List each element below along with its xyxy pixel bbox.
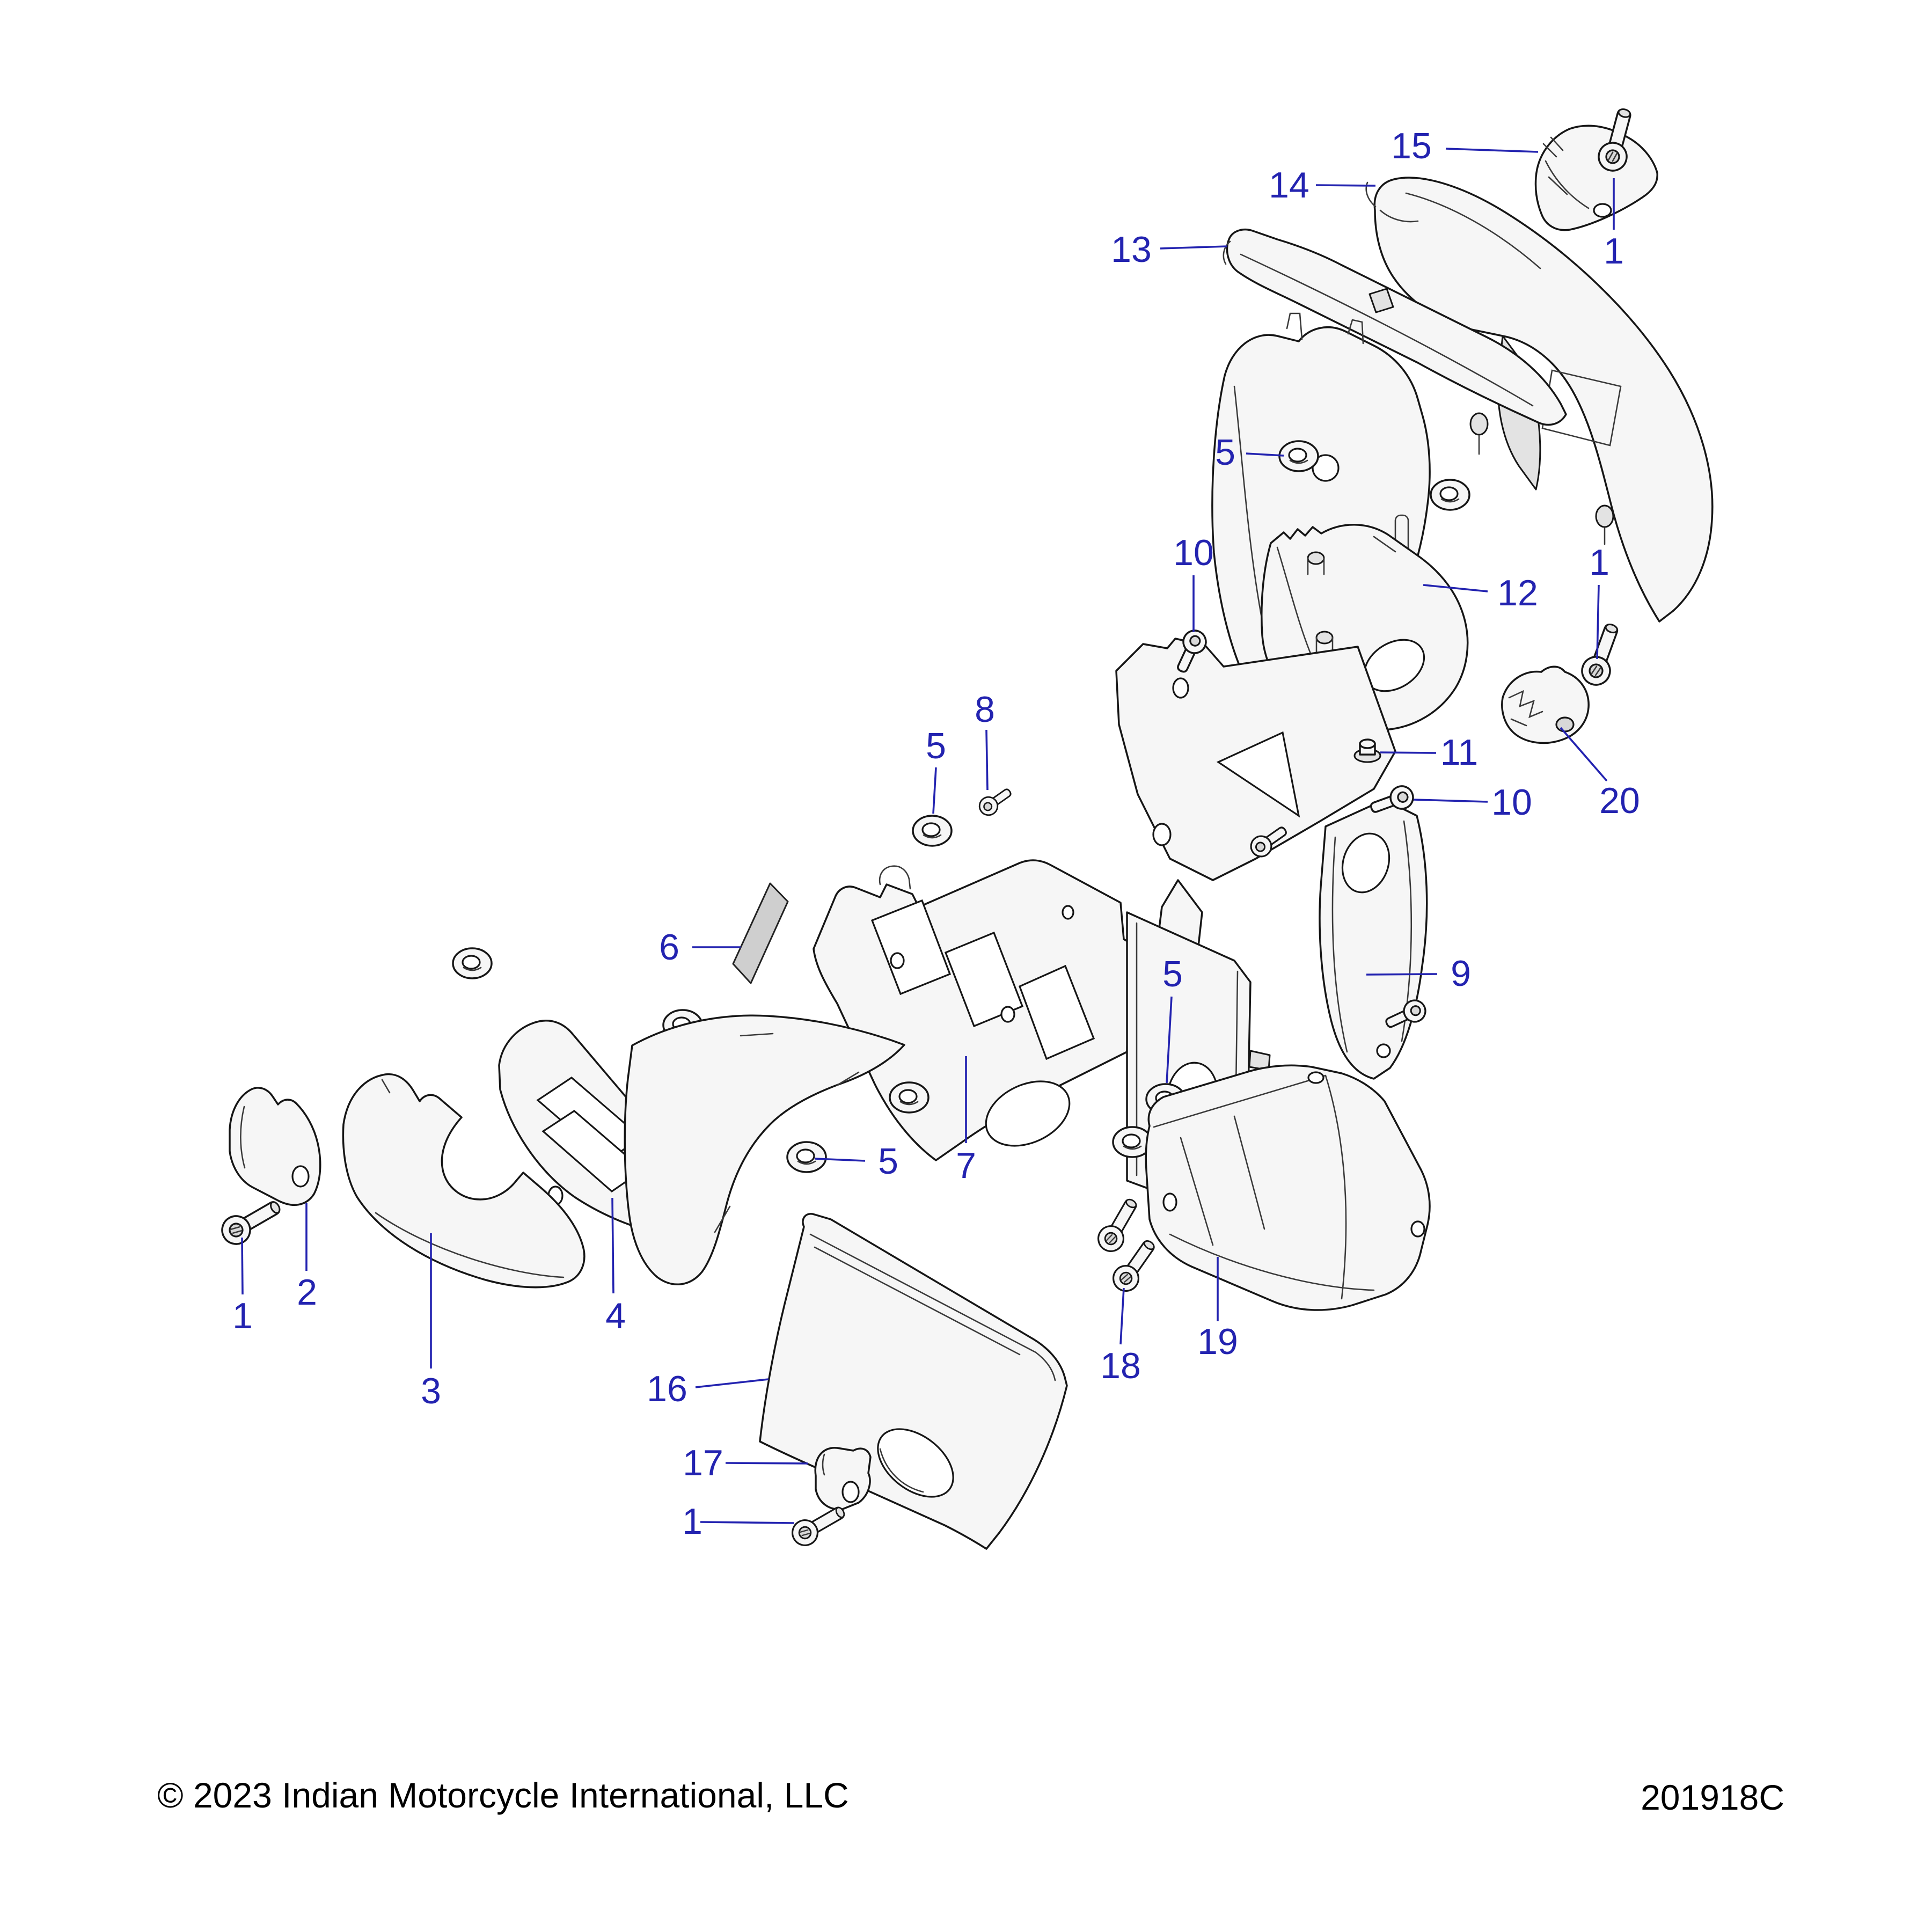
part-2-front-cover: [230, 1088, 320, 1205]
callout-3: 3: [421, 1371, 441, 1411]
grommet-icon: [453, 948, 492, 978]
callout-1: 1: [1604, 231, 1624, 272]
leader-line-20: [1561, 728, 1607, 781]
callout-6: 6: [659, 927, 679, 968]
diagram-code: 201918C: [1641, 1777, 1784, 1817]
grommet-icon: [1279, 441, 1318, 471]
callout-17: 17: [683, 1443, 723, 1483]
callout-4: 4: [605, 1296, 626, 1336]
leader-line-5: [933, 767, 936, 814]
part-16-lower-panel: [760, 1214, 1067, 1549]
footer-copyright: © 2023 Indian Motorcycle International, LLC: [157, 1775, 849, 1815]
grommet-icon: [913, 816, 952, 846]
callout-10: 10: [1491, 782, 1532, 823]
callout-11: 11: [1440, 732, 1479, 773]
part-19-console-cowl: [1146, 1065, 1430, 1310]
part-20-side-cap: [1502, 667, 1589, 743]
leader-line-10: [1414, 800, 1488, 802]
callout-19: 19: [1197, 1321, 1238, 1362]
screw-icon: [976, 784, 1015, 819]
callout-5: 5: [1215, 432, 1235, 473]
screw-icon: [1578, 620, 1626, 689]
grommet-icon: [1431, 480, 1469, 510]
callout-15: 15: [1391, 126, 1432, 166]
grommet-icon: [890, 1082, 928, 1113]
callout-5: 5: [1162, 954, 1183, 994]
leader-line-15: [1446, 149, 1538, 152]
leader-line-11: [1380, 752, 1436, 753]
callout-2: 2: [297, 1272, 317, 1313]
callout-7: 7: [956, 1145, 976, 1186]
callout-5: 5: [878, 1141, 898, 1182]
leader-line-13: [1160, 246, 1227, 248]
callout-14: 14: [1269, 165, 1309, 206]
leader-line-1: [242, 1238, 243, 1294]
callout-1: 1: [232, 1296, 253, 1336]
part-6-pad: [733, 883, 788, 983]
leader-line-16: [696, 1379, 769, 1387]
callout-12: 12: [1497, 573, 1538, 613]
callout-18: 18: [1100, 1345, 1141, 1386]
callout-5: 5: [926, 726, 946, 766]
callout-16: 16: [647, 1368, 687, 1409]
part-17-mount-plate: [815, 1448, 870, 1510]
leader-line-4: [612, 1198, 613, 1293]
leader-line-18: [1121, 1288, 1124, 1344]
leader-line-9: [1366, 974, 1437, 975]
leader-line-1: [700, 1522, 794, 1523]
callout-10: 10: [1173, 532, 1214, 573]
callout-20: 20: [1599, 780, 1640, 821]
callout-13: 13: [1111, 229, 1152, 270]
grommet-icon: [787, 1142, 826, 1172]
screw-icon: [788, 1500, 850, 1550]
callout-8: 8: [975, 689, 995, 730]
part-15-windshield-cap: [1535, 126, 1657, 230]
leader-line-14: [1316, 185, 1375, 186]
screw-icon: [1094, 1194, 1144, 1256]
callout-1: 1: [1589, 542, 1609, 583]
leader-line-8: [986, 730, 987, 790]
callout-9: 9: [1451, 953, 1471, 994]
screw-icon: [217, 1194, 285, 1249]
callout-1: 1: [682, 1501, 702, 1542]
